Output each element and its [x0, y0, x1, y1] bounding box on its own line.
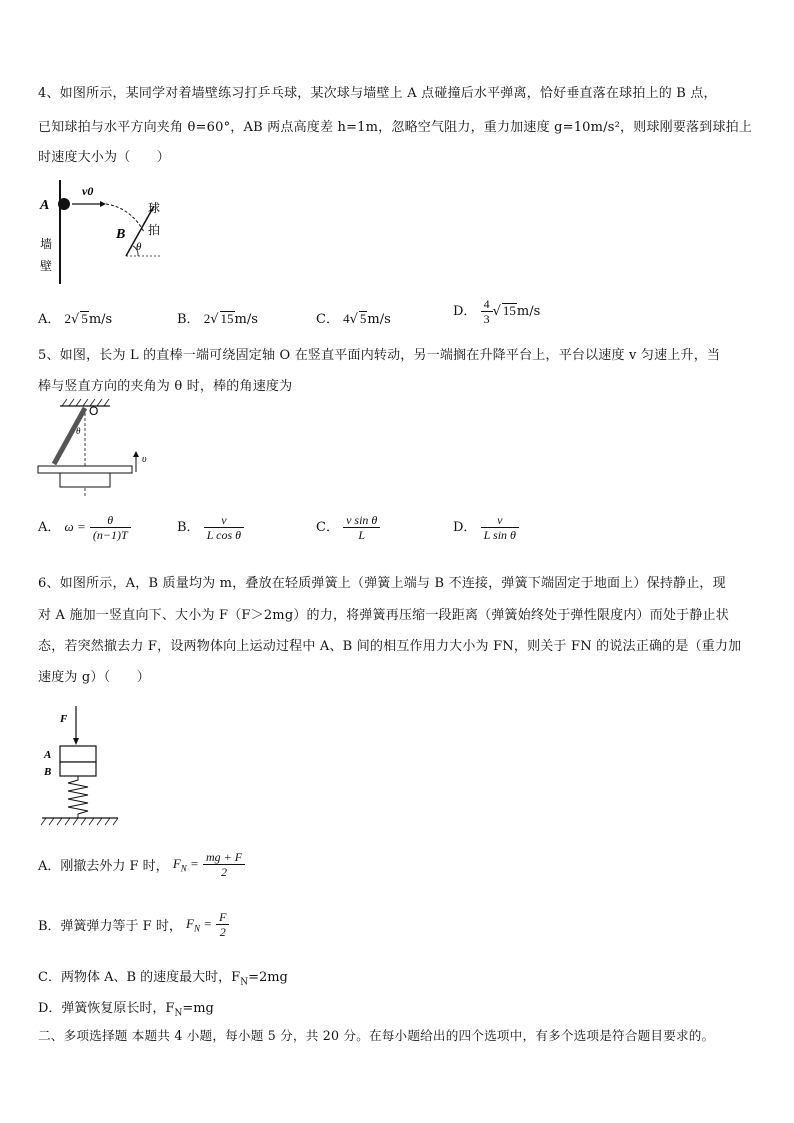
q6-stem-line-4: 速度为 g）（ ） — [38, 670, 150, 685]
q4-option-c[interactable]: C． 4√ 5m/s — [316, 311, 391, 327]
q5-option-b[interactable]: B． $\frac{v}{\text{L cos θ}}$ — [177, 513, 244, 542]
q4-fig-label-racket-2: 拍 — [148, 223, 161, 237]
q4-fig-label-A: A — [40, 198, 50, 213]
q4-fig-label-v0: v0 — [82, 184, 94, 198]
q4-stem-line-2: 已知球拍与水平方向夹角 θ=60°，AB 两点高度差 h=1m，忽略空气阻力，重力加速度 g=10m/s²，则球刚要落到球拍上 — [38, 120, 753, 135]
q4-fig-label-theta: θ — [136, 241, 142, 253]
q6-stem-line-1: 6、如图所示，A，B 质量均为 m，叠放在轻质弹簧上（弹簧上端与 B 不连接，弹簧下端固定于地面上）保持静止，现 — [38, 576, 726, 591]
q5-fig-label-O: O — [89, 404, 99, 418]
q5-option-d[interactable]: D． $\frac{v}{\text{L sin θ}}$ — [453, 513, 519, 542]
q4-stem-line-3: 时速度大小为（ ） — [38, 150, 171, 165]
q4-option-b[interactable]: B． 2√ 15m/s — [177, 311, 258, 327]
section-2-heading: 二、多项选择题 本题共 4 小题，每小题 5 分，共 20 分。在每小题给出的四个选项中，有多个选项是符合题目要求的。 — [38, 1028, 715, 1043]
q6-stem-line-3: 态，若突然撤去力 F，设两物体向上运动过程中 A、B 间的相互作用力大小为 FN，则关于 FN 的说法正确的是（重力加 — [38, 639, 742, 654]
q4-figure-wall-racket — [36, 178, 176, 288]
q6-option-a[interactable]: A．刚撤去外力 F 时， $F_N$ = $\frac{mg + F}{2}$ — [38, 850, 245, 879]
q4-fig-label-wall-1: 墙 — [40, 237, 53, 251]
q6-option-d[interactable]: D．弹簧恢复原长时，$F_N=mg$ — [38, 1001, 214, 1019]
q4-stem-line-1: 4、如图所示，某同学对着墙壁练习打乒乓球，某次球与墙壁上 A 点碰撞后水平弹离，恰好垂直落在球拍上的 B 点， — [38, 86, 717, 101]
q4-fig-label-wall-2: 壁 — [40, 259, 53, 273]
q5-stem-line-2: 棒与竖直方向的夹角为 θ 时，棒的角速度为 — [38, 379, 293, 394]
q4-fig-label-racket-1: 球 — [148, 201, 161, 215]
q6-fig-label-F: F — [60, 713, 68, 725]
q5-stem-line-1: 5、如图，长为 L 的直棒一端可绕固定轴 O 在竖直平面内转动，另一端搁在升降平台上，平台以速度 v 匀速上升，当 — [38, 348, 721, 363]
q6-stem-line-2: 对 A 施加一竖直向下、大小为 F（F＞2mg）的力，将弹簧再压缩一段距离（弹簧始终处于弹性限度内）而处于静止状 — [38, 608, 729, 623]
q5-fig-label-v: υ — [142, 454, 147, 465]
q6-fig-label-A: A — [44, 749, 52, 761]
q5-option-c[interactable]: C． $\frac{\text{v sin θ}}{L}$ — [316, 513, 380, 542]
q4-option-a[interactable]: A． 2√ 5m/s — [38, 311, 113, 327]
q6-fig-label-B: B — [44, 766, 52, 778]
q5-option-a[interactable]: A． ω = $\frac{\theta}{(n-1)T}$ — [38, 513, 131, 542]
q6-figure-spring-blocks — [38, 704, 128, 828]
q5-figure-rod-platform — [36, 396, 156, 498]
q5-fig-label-theta: θ — [76, 426, 81, 436]
q6-option-b[interactable]: B．弹簧弹力等于 F 时， $F_N$ = $\frac{F}{2}$ — [38, 910, 229, 939]
q6-option-c[interactable]: C．两物体 A、B 的速度最大时，$F_N=2mg$ — [38, 970, 288, 988]
q4-fig-label-B: B — [116, 227, 126, 242]
q4-option-d[interactable]: D． $\frac{4}{3}$ √ 15m/s — [453, 297, 541, 326]
